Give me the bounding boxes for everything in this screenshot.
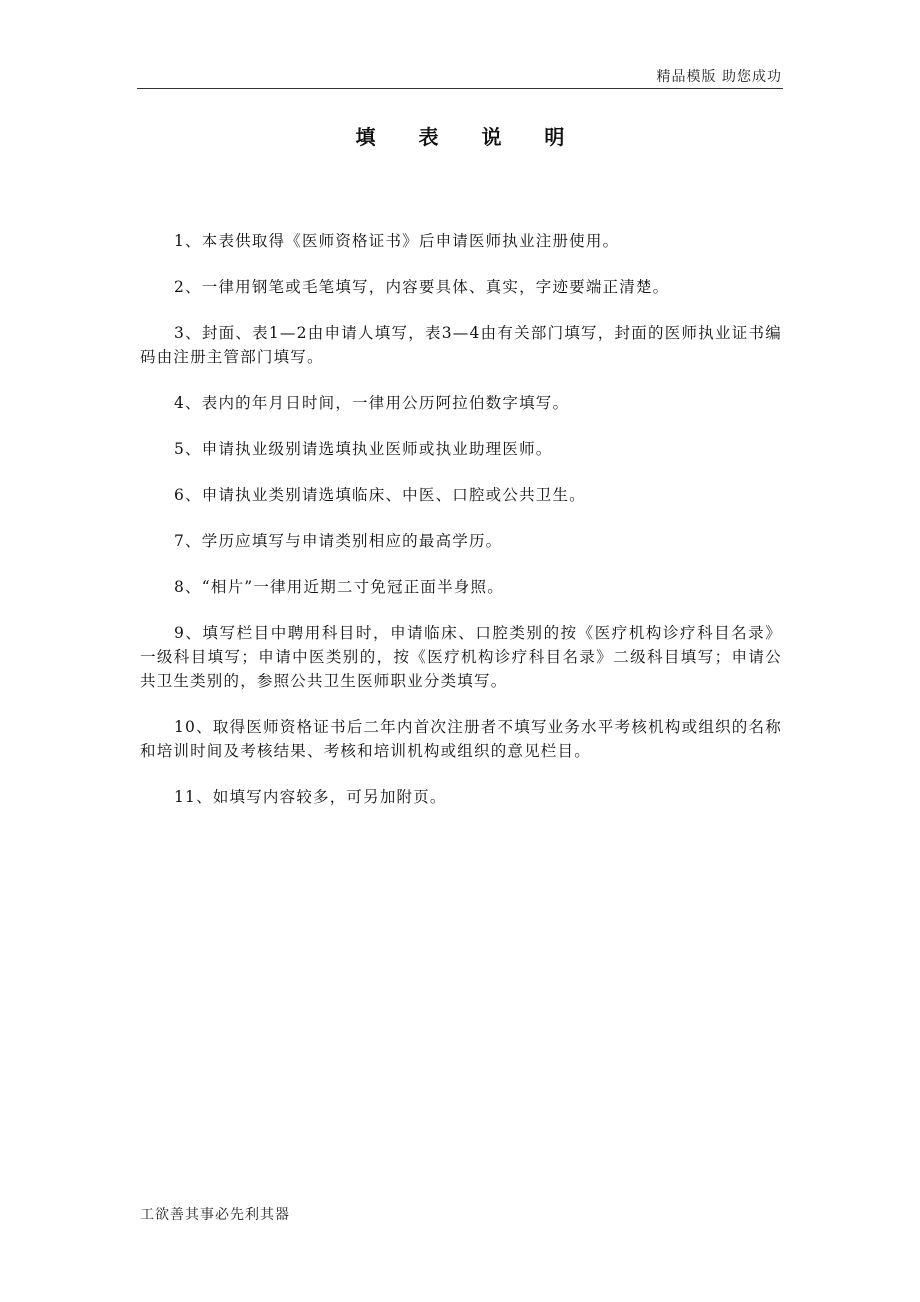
instruction-item-7: 7、学历应填写与申请类别相应的最高学历。	[174, 532, 503, 550]
instruction-item-10: 10、取得医师资格证书后二年内首次注册者不填写业务水平考核机构或组织的名称和培训时间及考核结果、考核和培训机构或组织的意见栏目。	[140, 718, 782, 760]
instruction-item-1: 1、本表供取得《医师资格证书》后申请医师执业注册使用。	[174, 232, 620, 250]
page-title: 填 表 说 明	[355, 125, 583, 149]
instruction-item-2: 2、一律用钢笔或毛笔填写，内容要具体、真实，字迹要端正清楚。	[174, 278, 670, 296]
instruction-item-6: 6、申请执业类别请选填临床、中医、口腔或公共卫生。	[174, 486, 586, 504]
instruction-item-8: 8、“相片”一律用近期二寸免冠正面半身照。	[174, 578, 504, 596]
header-slogan: 精品模版 助您成功	[656, 69, 782, 85]
instruction-item-11: 11、如填写内容较多，可另加附页。	[174, 788, 447, 806]
instruction-item-3: 3、封面、表1—2由申请人填写，表3—4由有关部门填写，封面的医师执业证书编码由注册主管部门填写。	[140, 324, 782, 366]
header-divider	[137, 88, 783, 89]
instructions-list	[140, 229, 782, 831]
instruction-item-5: 5、申请执业级别请选填执业医师或执业助理医师。	[174, 440, 553, 458]
instruction-item-9: 9、填写栏目中聘用科目时，申请临床、口腔类别的按《医疗机构诊疗科目名录》一级科目填写；申请中医类别的，按《医疗机构诊疗科目名录》二级科目填写；申请公共卫生类别的，参照公共卫生医师职业分类填写。	[140, 624, 782, 690]
footer-slogan: 工欲善其事必先利其器	[140, 1207, 290, 1223]
instruction-item-4: 4、表内的年月日时间，一律用公历阿拉伯数字填写。	[174, 394, 570, 412]
